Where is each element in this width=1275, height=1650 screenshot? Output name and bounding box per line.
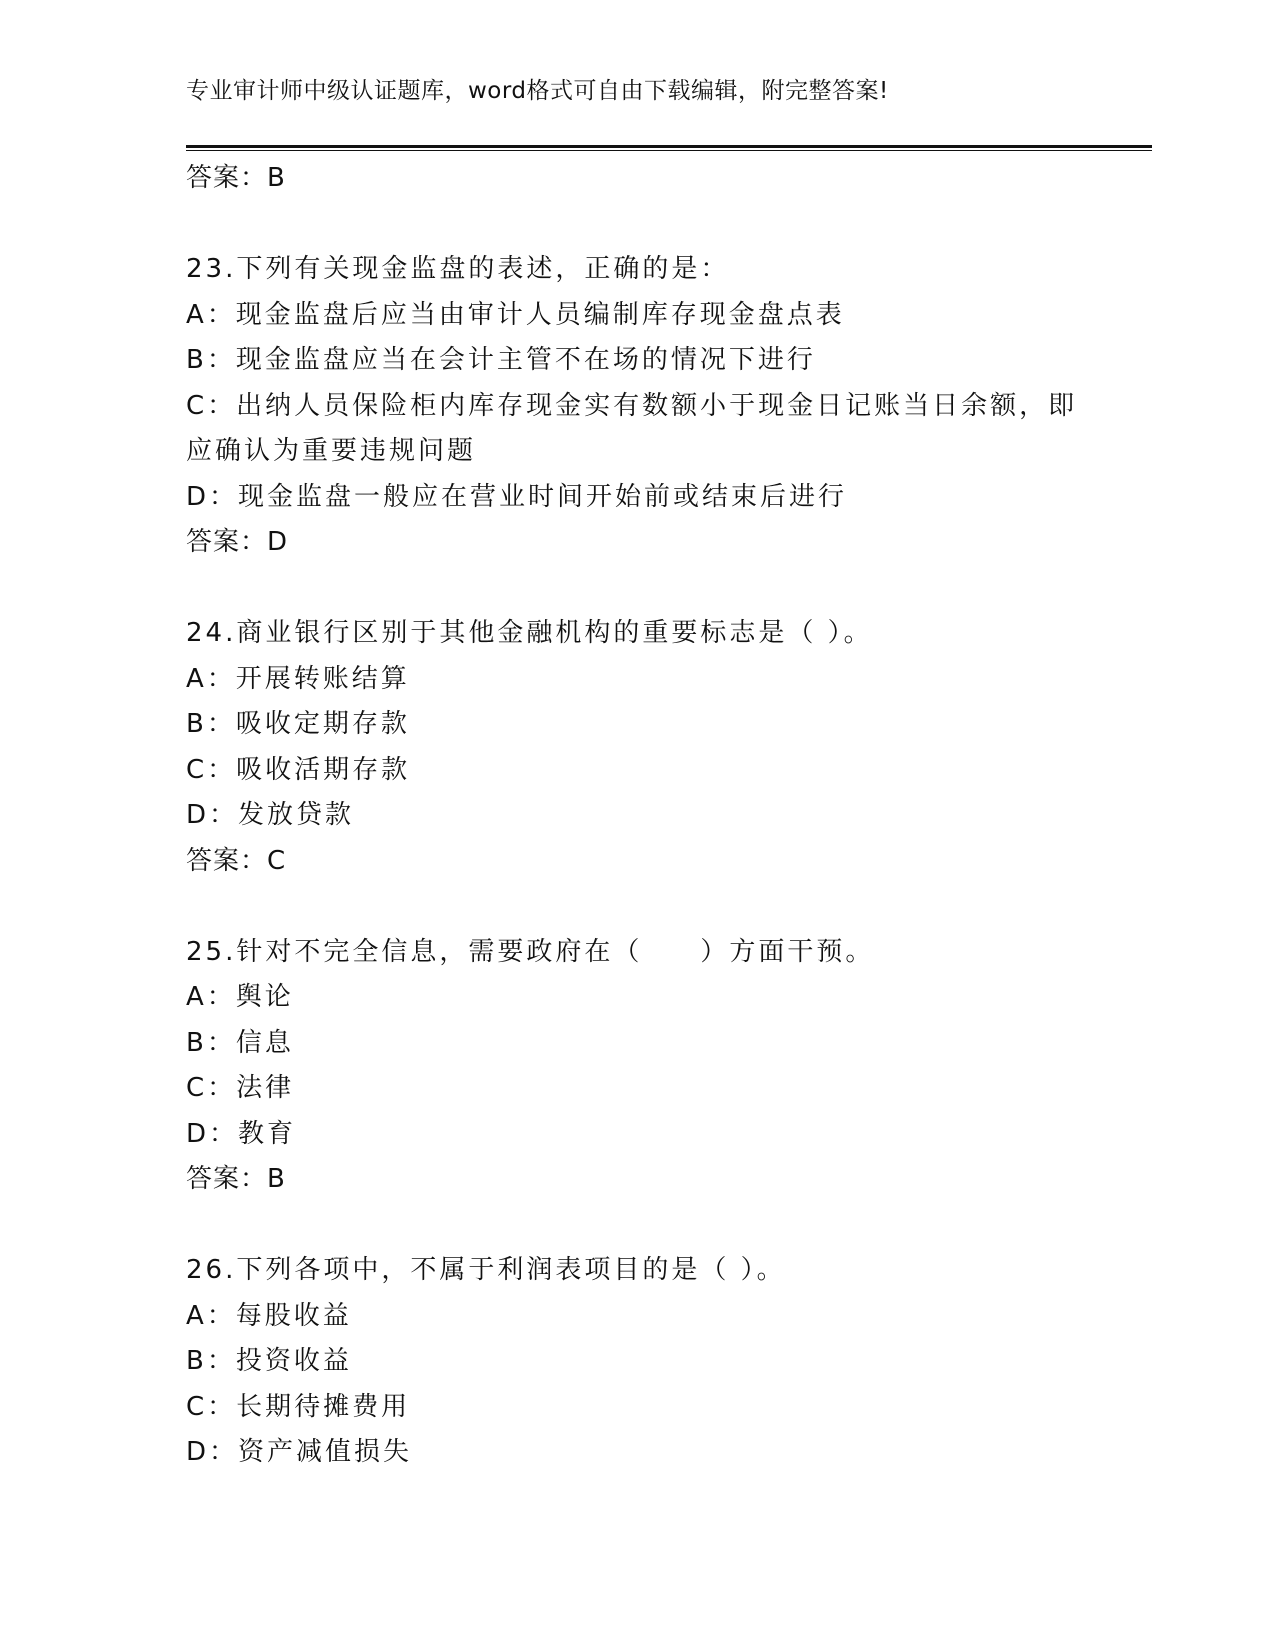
answer-line: 答案：B xyxy=(186,163,286,193)
option-d: D：现金监盘一般应在营业时间开始前或结束后进行 xyxy=(186,481,848,512)
option-b: B：现金监盘应当在会计主管不在场的情况下进行 xyxy=(186,345,816,375)
spacer xyxy=(186,202,1146,248)
question-block xyxy=(186,1248,1146,1476)
option-d: D：资产减值损失 xyxy=(186,1437,413,1467)
option-a: A：每股收益 xyxy=(186,1300,352,1331)
option-d: D：发放贷款 xyxy=(186,800,355,830)
option-b: B：投资收益 xyxy=(186,1346,352,1376)
question-block xyxy=(186,930,1146,1203)
question-stem: 26.下列各项中，不属于利润表项目的是（ ）。 xyxy=(186,1255,786,1285)
option-a: A：舆论 xyxy=(186,982,294,1012)
option-c: C：出纳人员保险柜内库存现金实有数额小于现金日记账当日余额，即应确认为重要违规问题 xyxy=(186,390,1078,466)
document-header: 专业审计师中级认证题库，word格式可自由下载编辑，附完整答案! xyxy=(186,78,889,104)
option-a: A：现金监盘后应当由审计人员编制库存现金盘点表 xyxy=(186,299,845,330)
answer-line: 答案：C xyxy=(186,845,287,876)
option-b: B：吸收定期存款 xyxy=(186,709,410,739)
answer-line: 答案：D xyxy=(186,527,289,557)
spacer xyxy=(186,1203,1146,1249)
answer-line: 答案：B xyxy=(186,1164,286,1194)
option-c: C：吸收活期存款 xyxy=(186,754,411,785)
question-list xyxy=(186,156,1146,1476)
spacer xyxy=(186,566,1146,612)
option-b: B：信息 xyxy=(186,1027,294,1058)
question-stem: 25.针对不完全信息，需要政府在（ ）方面干预。 xyxy=(186,936,875,967)
option-c: C：法律 xyxy=(186,1073,295,1103)
option-c: C：长期待摊费用 xyxy=(186,1391,411,1422)
option-d: D：教育 xyxy=(186,1118,297,1149)
header-divider xyxy=(186,145,1152,151)
option-a: A：开展转账结算 xyxy=(186,663,410,694)
question-block xyxy=(186,247,1146,566)
spacer xyxy=(186,884,1146,930)
question-block xyxy=(186,611,1146,884)
question-stem: 24.商业银行区别于其他金融机构的重要标志是（ ）。 xyxy=(186,618,873,648)
question-stem: 23.下列有关现金监盘的表述，正确的是： xyxy=(186,254,730,284)
